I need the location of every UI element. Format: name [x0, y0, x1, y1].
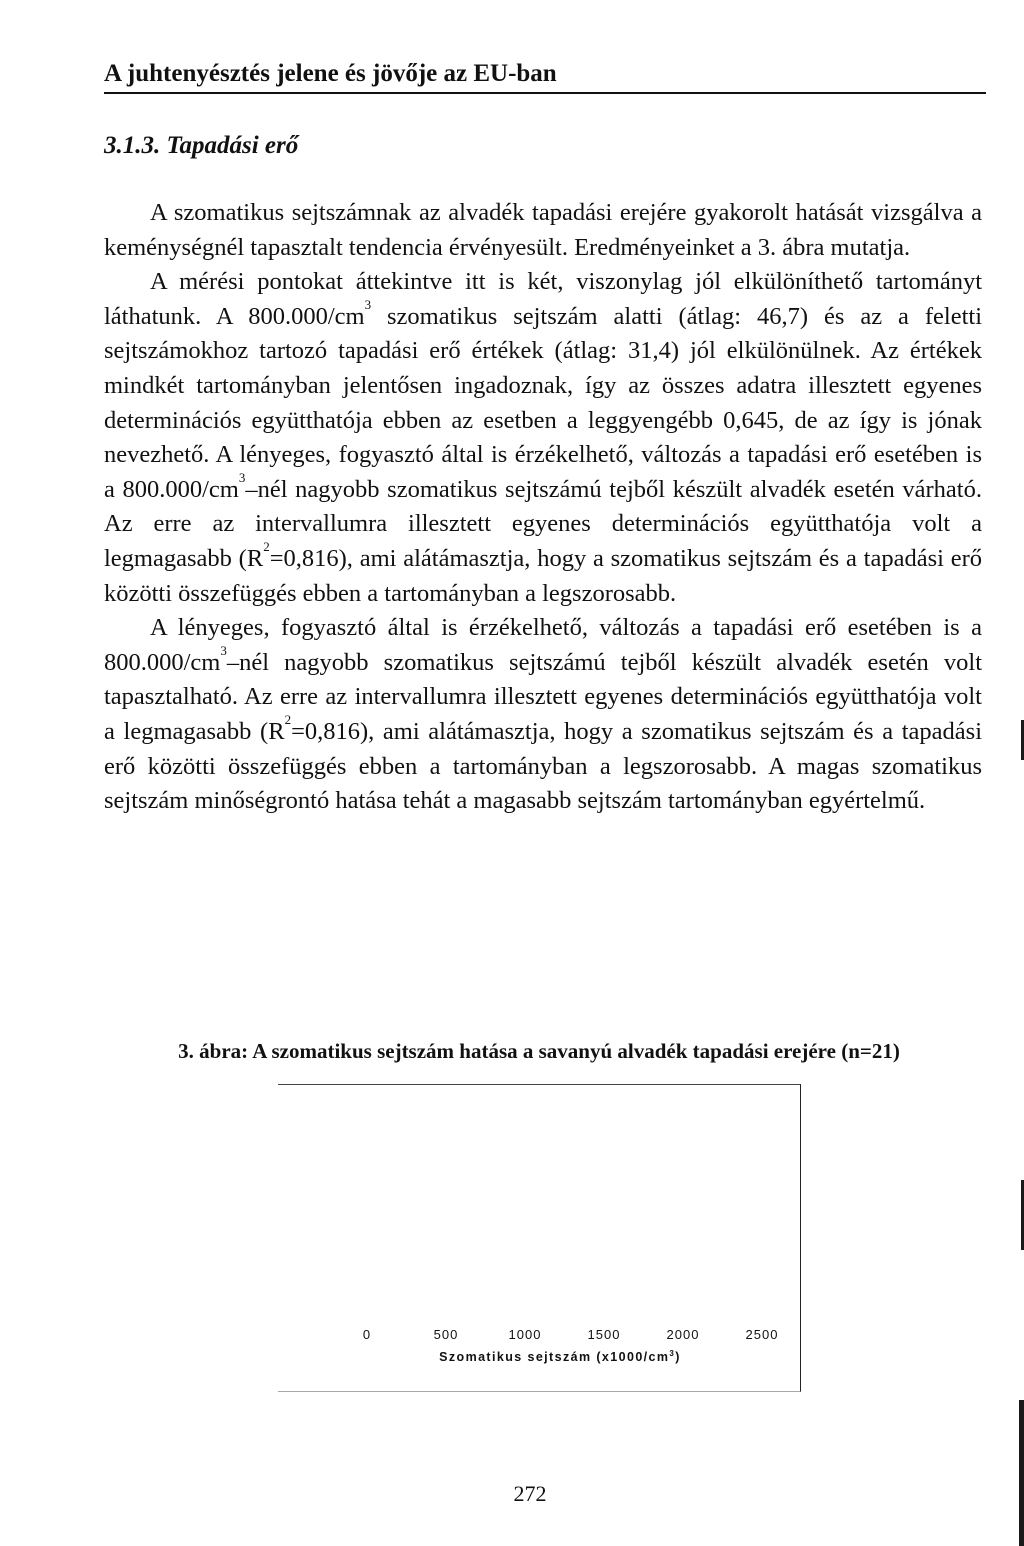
x-axis-label-end: ) [675, 1350, 681, 1364]
paragraph-3-part-2: –nél nagyobb szomatikus sejtszámú tejből készült alvadék esetén volt tapasztalható. Az erre az intervallumra illesztett egyenes determinációs együtthatója volt a legmagasabb (R [104, 648, 982, 745]
scan-edge-mark [1019, 1400, 1024, 1546]
x-tick-label: 0 [362, 1327, 372, 1342]
superscript: 3 [238, 469, 246, 485]
x-tick-label: 2500 [745, 1327, 779, 1342]
paragraph-2-part-1: A mérési pontokat áttekintve itt is két, viszonylag jól elkülöníthető tartományt láthatunk. A 800.000/cm [104, 268, 982, 330]
x-axis-label [439, 1349, 681, 1364]
x-tick-label: 2000 [666, 1327, 700, 1342]
paragraph-2-part-2: szomatikus sejtszám alatti (átlag: 46,7) és az a feletti sejtszámokhoz tartozó tapadási erő értékek (átlag: 31,4) jól elkülönülnek. Az értékek mindkét tartományban jelentősen ingadoznak, így az összes adatra illesztett egyenes determinációs együtthatója ebben az esetben a leggyengébb 0,645, de az így is jónak nevezhető. A lényeges, fogyasztó által is érzékelhető, változás a tapadási erő esetében is a 800.000/cm [104, 302, 982, 503]
x-tick-label: 1500 [587, 1327, 621, 1342]
paragraph-3-part-1: A lényeges, fogyasztó által is érzékelhető, változás a tapadási erő esetében is a 800.000/cm [104, 614, 982, 676]
x-tick-label: 500 [433, 1327, 459, 1342]
paragraph-3-part-3: =0,816), ami alátámasztja, hogy a szomatikus sejtszám és a tapadási erő közötti összefüggés ebben a tartományban a legszorosabb. A magas szomatikus sejtszám minőségrontó hatása tehát a magasabb sejtszám tartományban egyértelmű. [104, 717, 982, 815]
scatter-chart [278, 1085, 800, 1391]
paragraph-1 [104, 196, 982, 265]
body-text [104, 196, 982, 819]
paragraph-2 [104, 265, 982, 611]
page-number: 272 [513, 1481, 547, 1506]
paragraph-2-part-3: –nél nagyobb szomatikus sejtszámú tejből készült alvadék esetén várható. Az erre az intervallumra illesztett egyenes determinációs együtthatója volt a legmagasabb (R [104, 475, 982, 572]
paragraph-3 [104, 611, 982, 819]
x-axis-label-superscript: 3 [669, 1349, 676, 1358]
paragraph-1-text: A szomatikus sejtszámnak az alvadék tapadási erejére gyakorolt hatását vizsgálva a keménységnél tapasztalt tendencia érvényesült. Eredményeinket a 3. ábra mutatja. [104, 199, 982, 261]
chart-frame [278, 1084, 801, 1392]
superscript: 3 [220, 642, 227, 658]
x-axis-ticks [363, 1327, 779, 1342]
superscript: 2 [263, 538, 270, 554]
paragraph-2-part-4: =0,816), ami alátámasztja, hogy a szomatikus sejtszám és a tapadási erő közötti összefüggés ebben a tartományban a legszorosabb. [104, 544, 982, 607]
running-head: A juhtenyésztés jelene és jövője az EU-ban [104, 58, 986, 94]
section-title: 3.1.3. Tapadási erő [104, 132, 299, 159]
x-tick-label: 1000 [508, 1327, 542, 1342]
figure-caption: 3. ábra: A szomatikus sejtszám hatása a savanyú alvadék tapadási erejére (n=21) [178, 1039, 900, 1063]
superscript: 2 [284, 711, 292, 727]
x-axis-label-text: Szomatikus sejtszám (x1000/cm [439, 1350, 670, 1364]
superscript: 3 [364, 296, 372, 312]
